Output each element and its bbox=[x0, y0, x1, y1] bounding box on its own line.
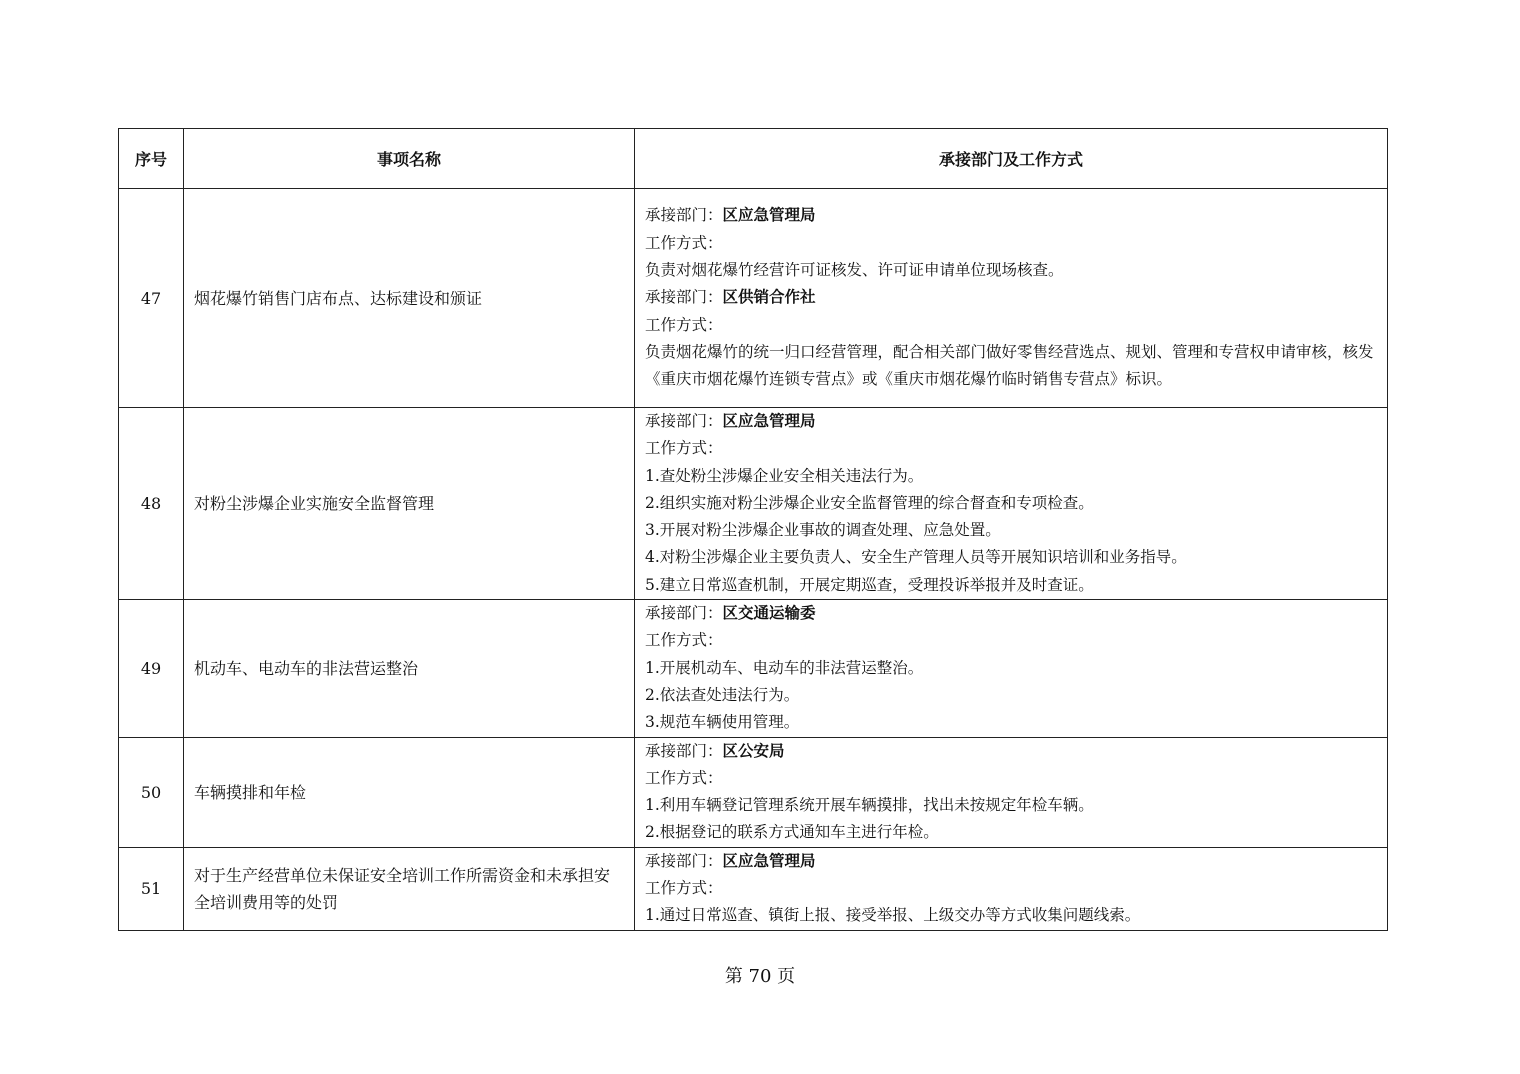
dept-and-method bbox=[635, 600, 1388, 737]
dept-line bbox=[645, 738, 1379, 765]
page-number: 第 70 页 bbox=[724, 966, 796, 987]
dept-label: 承接部门： bbox=[645, 206, 723, 225]
dept-line bbox=[645, 202, 1379, 229]
dept-value: 区应急管理局 bbox=[722, 206, 816, 225]
method-item: 1.利用车辆登记管理系统开展车辆摸排，找出未按规定年检车辆。 bbox=[645, 796, 1094, 815]
header-detail: 承接部门及工作方式 bbox=[635, 129, 1388, 189]
row-number: 47 bbox=[119, 189, 184, 408]
dept-label: 承接部门： bbox=[645, 851, 723, 870]
header-num: 序号 bbox=[119, 129, 184, 189]
row-number: 48 bbox=[119, 408, 184, 600]
dept-line bbox=[645, 600, 1379, 627]
method-item: 2.组织实施对粉尘涉爆企业安全监督管理的综合督查和专项检查。 bbox=[645, 493, 1094, 512]
method-item: 2.依法查处违法行为。 bbox=[645, 685, 800, 704]
dept-label: 承接部门： bbox=[645, 412, 723, 430]
table-row bbox=[119, 737, 1388, 847]
dept-label: 承接部门： bbox=[645, 288, 723, 307]
method-item: 负责对烟花爆竹经营许可证核发、许可证申请单位现场核查。 bbox=[645, 261, 1064, 280]
dept-line bbox=[645, 284, 1379, 311]
method-label: 工作方式： bbox=[645, 879, 723, 898]
method-item: 4.对粉尘涉爆企业主要负责人、安全生产管理人员等开展知识培训和业务指导。 bbox=[645, 548, 1187, 567]
table-row bbox=[119, 189, 1388, 408]
method-label: 工作方式： bbox=[645, 768, 723, 787]
row-number: 50 bbox=[119, 737, 184, 847]
item-name: 机动车、电动车的非法营运整治 bbox=[184, 600, 635, 737]
method-label: 工作方式： bbox=[645, 439, 723, 458]
method-item: 2.根据登记的联系方式通知车主进行年检。 bbox=[645, 823, 939, 842]
dept-and-method bbox=[635, 737, 1388, 847]
item-name: 烟花爆竹销售门店布点、达标建设和颁证 bbox=[184, 189, 635, 408]
method-item: 1.开展机动车、电动车的非法营运整治。 bbox=[645, 658, 924, 677]
method-item: 3.开展对粉尘涉爆企业事故的调查处理、应急处置。 bbox=[645, 521, 1001, 540]
method-item: 5.建立日常巡查机制，开展定期巡查，受理投诉举报并及时查证。 bbox=[645, 575, 1094, 594]
method-item: 3.规范车辆使用管理。 bbox=[645, 713, 800, 732]
method-label: 工作方式： bbox=[645, 315, 723, 334]
row-number: 51 bbox=[119, 847, 184, 930]
table-body bbox=[119, 189, 1388, 931]
dept-line bbox=[645, 848, 1379, 875]
row-number: 49 bbox=[119, 600, 184, 737]
item-name: 车辆摸排和年检 bbox=[184, 737, 635, 847]
method-label: 工作方式： bbox=[645, 233, 723, 252]
table-header-row bbox=[119, 129, 1388, 189]
method-label: 工作方式： bbox=[645, 631, 723, 650]
dept-and-method bbox=[635, 408, 1388, 600]
method-item: 1.查处粉尘涉爆企业安全相关违法行为。 bbox=[645, 466, 924, 485]
dept-value: 区公安局 bbox=[722, 741, 785, 760]
dept-line bbox=[645, 408, 1379, 435]
dept-label: 承接部门： bbox=[645, 741, 723, 760]
table-row bbox=[119, 847, 1388, 930]
dept-value: 区应急管理局 bbox=[722, 412, 816, 430]
method-item: 负责烟花爆竹的统一归口经营管理，配合相关部门做好零售经营选点、规划、管理和专营权申请审核，核发《重庆市烟花爆竹连锁专营点》或《重庆市烟花爆竹临时销售专营点》标识。 bbox=[645, 342, 1374, 389]
header-name: 事项名称 bbox=[184, 129, 635, 189]
dept-and-method bbox=[635, 847, 1388, 930]
item-name: 对粉尘涉爆企业实施安全监督管理 bbox=[184, 408, 635, 600]
dept-value: 区交通运输委 bbox=[722, 604, 816, 623]
table-row bbox=[119, 408, 1388, 600]
item-name: 对于生产经营单位未保证安全培训工作所需资金和未承担安全培训费用等的处罚 bbox=[184, 847, 635, 930]
table-row bbox=[119, 600, 1388, 737]
dept-value: 区应急管理局 bbox=[722, 851, 816, 870]
dept-value: 区供销合作社 bbox=[722, 288, 816, 307]
responsibility-table bbox=[118, 128, 1388, 931]
dept-label: 承接部门： bbox=[645, 604, 723, 623]
dept-and-method bbox=[635, 189, 1388, 408]
method-item: 1.通过日常巡查、镇街上报、接受举报、上级交办等方式收集问题线索。 bbox=[645, 906, 1141, 925]
